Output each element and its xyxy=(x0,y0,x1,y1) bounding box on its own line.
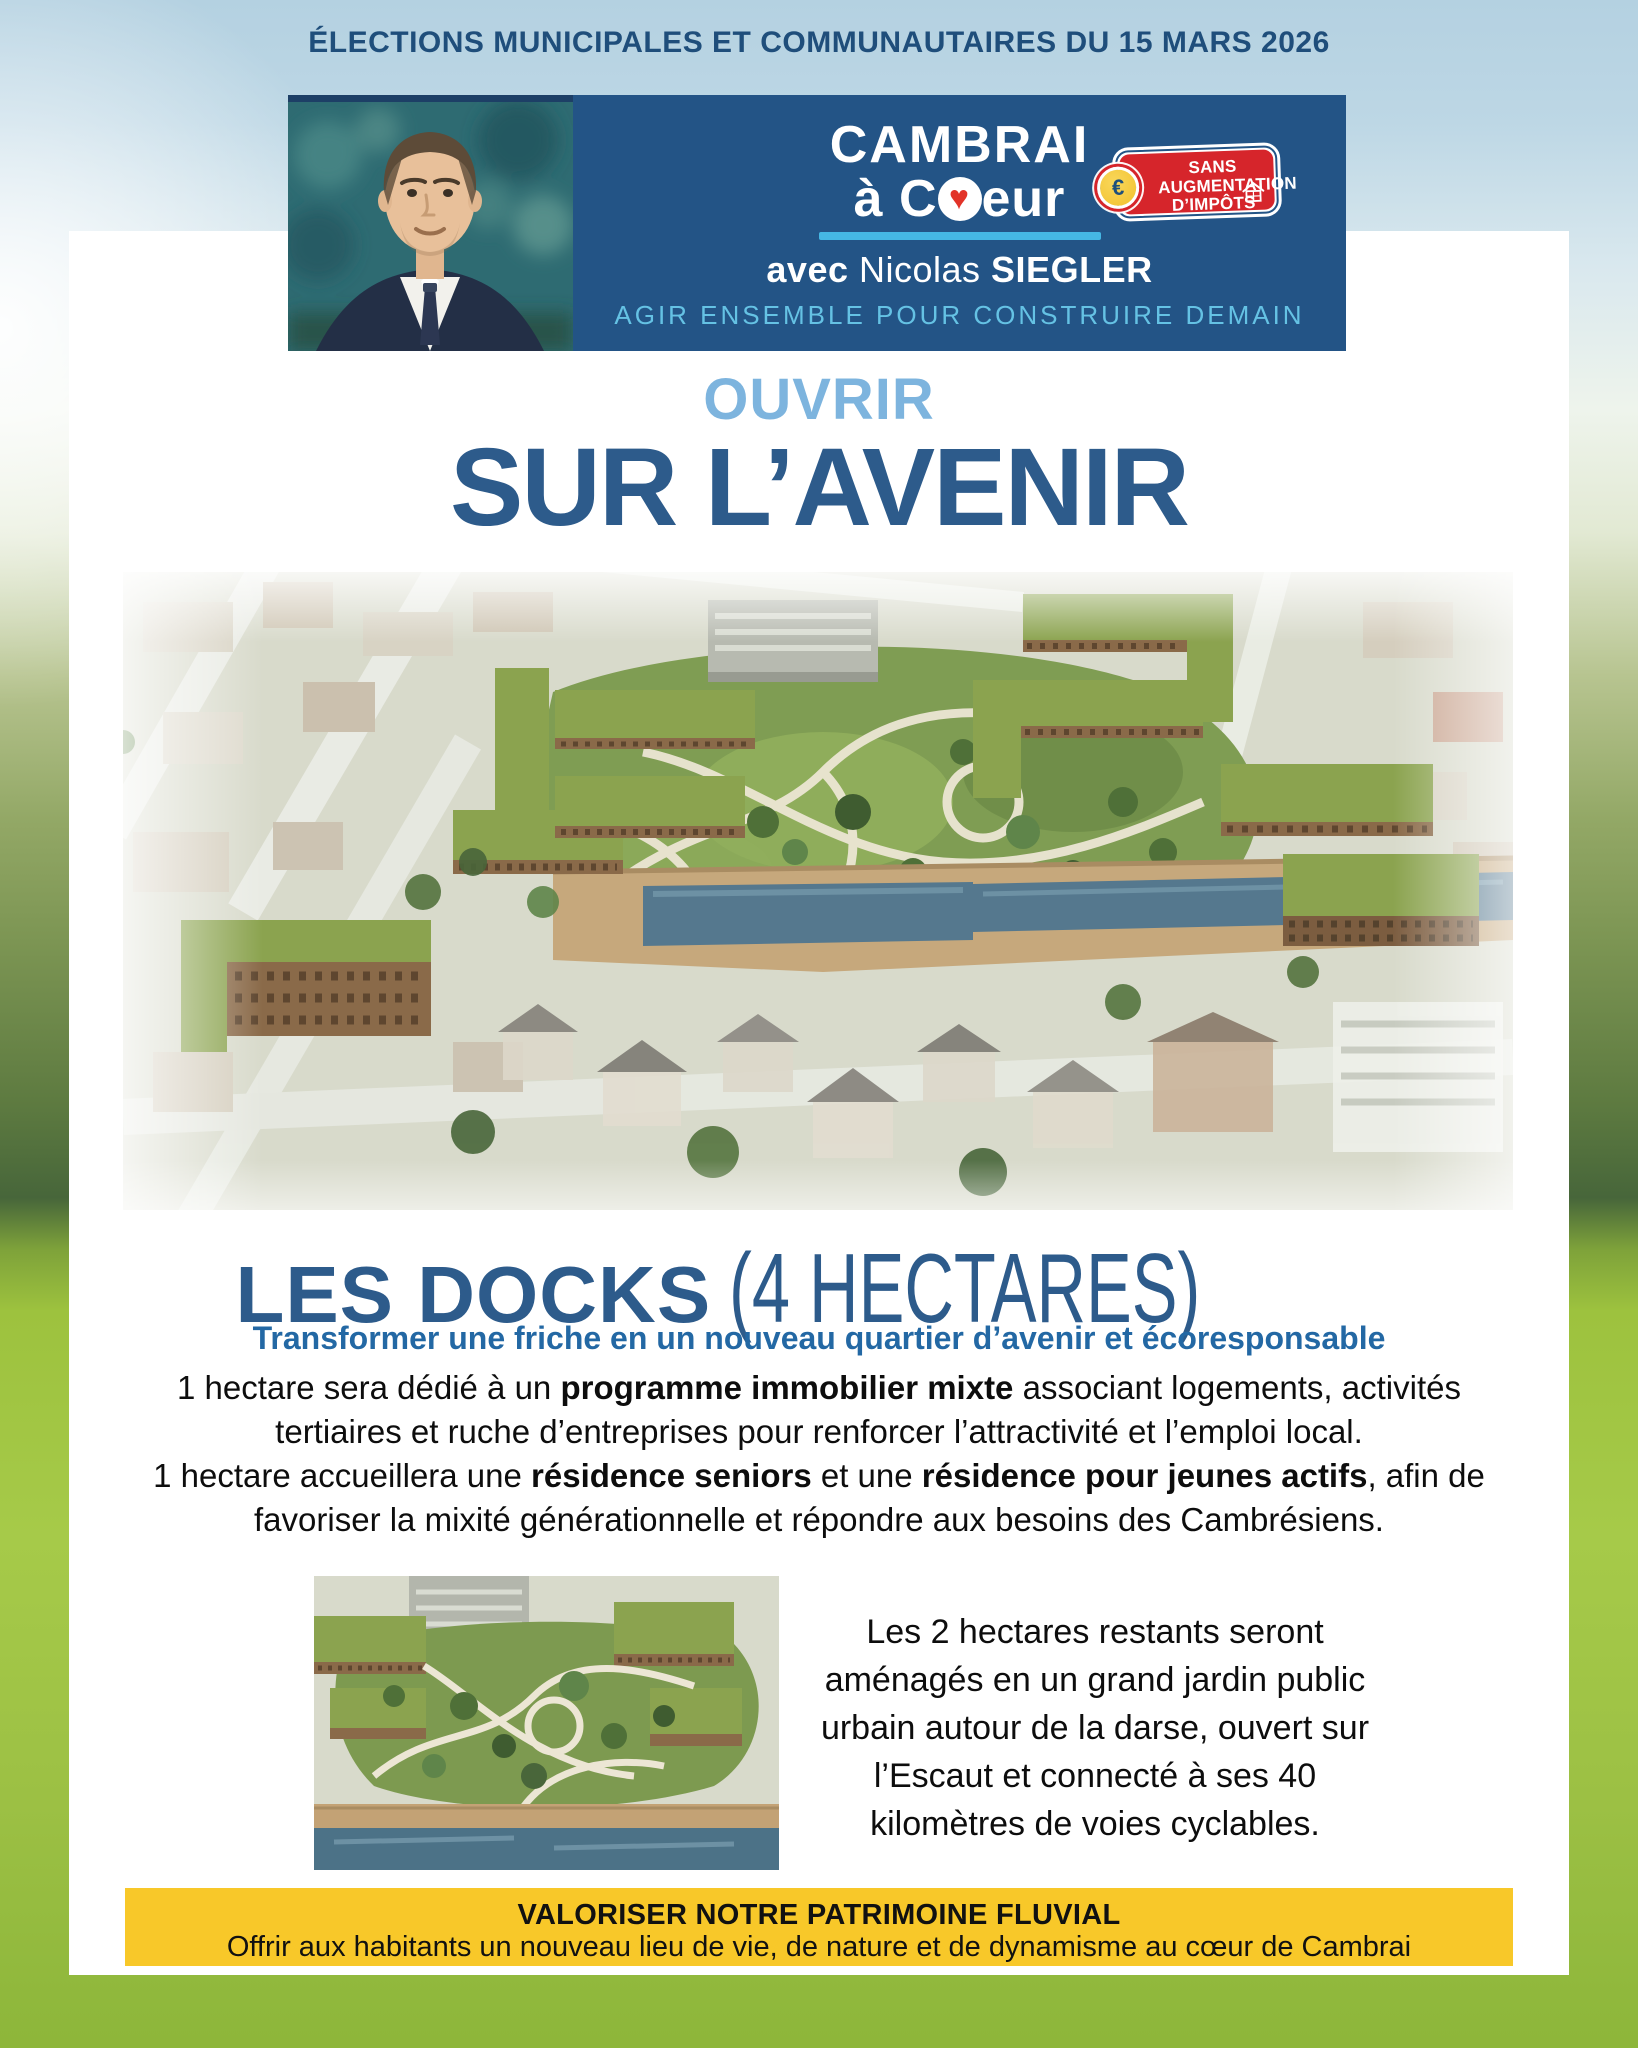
badge-red-body xyxy=(1119,149,1298,216)
candidate-name-line: avec Nicolas SIEGLER xyxy=(766,249,1153,290)
docks-aerial-render xyxy=(123,572,1513,1210)
badge-line3: D’IMPÔTS xyxy=(1171,193,1256,216)
candidate-photo xyxy=(288,95,573,351)
garden-render xyxy=(314,1576,779,1870)
heart-circle xyxy=(938,177,982,221)
footer-banner-subtitle: Offrir aux habitants un nouveau lieu de vie, de nature et de dynamisme au cœur de Cambrai xyxy=(226,1931,1412,1963)
heart-icon: ♥ xyxy=(948,179,971,217)
docks-subheading: Transformer une friche en un nouveau quartier d’avenir et écoresponsable xyxy=(252,1320,1386,1356)
docks-paragraph: 1 hectare sera dédié à un programme immobilier mixte associant logements, activités tertiaires et ruche d’entreprises pour renforcer l’attractivité et l’emploi local. 1 hectare accueillera une résidence seniors et une résidence pour jeunes actifs, afin de favoriser la mixité générationnelle et répondre aux besoins des Cambrésiens. xyxy=(153,1369,1485,1538)
docks-heading-bold: LES DOCKS xyxy=(235,1250,712,1339)
garden-illustration xyxy=(314,1576,779,1870)
footer-banner-title: VALORISER NOTRE PATRIMOINE FLUVIAL xyxy=(517,1899,1121,1931)
badge-line1: SANS xyxy=(1188,156,1237,178)
campaign-slogan: AGIR ENSEMBLE POUR CONSTRUIRE DEMAIN xyxy=(614,300,1305,330)
page-title: SUR L’AVENIR xyxy=(450,426,1188,549)
aerial-illustration xyxy=(123,572,1513,1210)
logo-line2-pre: à C xyxy=(853,170,938,228)
title-kicker: OUVRIR xyxy=(703,367,935,432)
logo-line2-post: eur xyxy=(981,170,1066,228)
election-banner: ÉLECTIONS MUNICIPALES ET COMMUNAUTAIRES DU 15 MARS 2026 xyxy=(308,26,1330,59)
candidate-portrait-illustration xyxy=(288,95,573,351)
garden-paragraph: Les 2 hectares restants seront aménagés en un grand jardin public urbain autour de la darse, ouvert sur l’Escaut et connecté à ses 40 kilomètres de voies cyclables. xyxy=(820,1613,1370,1843)
badge-line2: AUGMENTATION xyxy=(1157,173,1298,198)
logo-underline xyxy=(819,232,1101,240)
docks-heading-light: (4 HECTARES) xyxy=(729,1233,1201,1343)
house-icon xyxy=(1240,180,1267,205)
campaign-logo-cambrai: CAMBRAI xyxy=(829,116,1090,174)
euro-symbol: € xyxy=(1111,174,1125,200)
no-tax-increase-badge xyxy=(1111,142,1298,222)
footer-banner xyxy=(125,1888,1513,1966)
header-banner xyxy=(288,95,1346,351)
header-blue-panel xyxy=(573,95,1346,351)
